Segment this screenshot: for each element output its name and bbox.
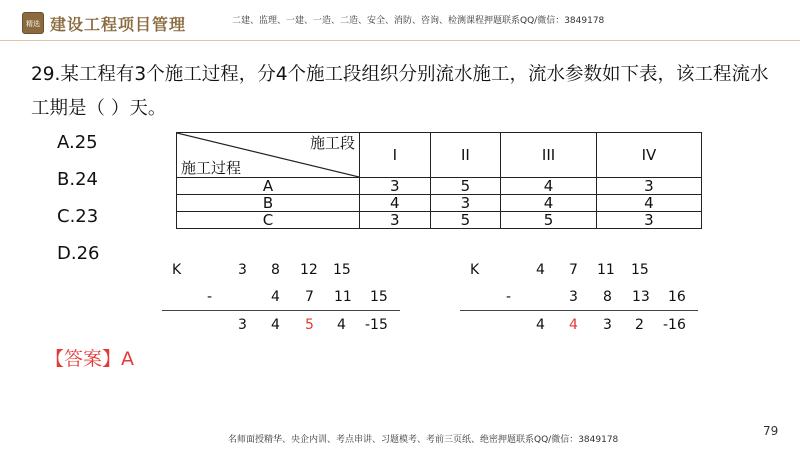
calc-value: 3: [603, 317, 612, 333]
calc-value: -15: [365, 317, 388, 333]
option-d[interactable]: D.26: [57, 243, 100, 264]
bottom-contact-note: 名师面授精华、央企内训、考点串讲、习题模考、考前三页纸、绝密押题联系QQ/微信：3849178: [228, 435, 619, 445]
calc-value: 8: [603, 289, 612, 305]
calc-value: 11: [597, 262, 615, 278]
table-cell: 3: [596, 178, 701, 195]
table-row: [177, 195, 702, 212]
calc-rule: [162, 310, 400, 311]
calc-value: 15: [333, 262, 351, 278]
table-corner-cell: [177, 133, 360, 178]
options-list: [57, 131, 100, 279]
k-label: K: [470, 262, 480, 278]
column-header: IV: [596, 133, 701, 178]
calc-value: 12: [300, 262, 318, 278]
calc-value: 8: [271, 262, 280, 278]
table-cell: 4: [501, 195, 597, 212]
header: [0, 0, 800, 40]
calc-value: -16: [663, 317, 686, 333]
row-header: A: [177, 178, 360, 195]
calc-value: 4: [337, 317, 346, 333]
calc-value: 13: [632, 289, 650, 305]
option-c[interactable]: C.23: [57, 206, 99, 227]
column-header: II: [430, 133, 501, 178]
max-value-highlight: 5: [305, 317, 314, 333]
corner-process-label: 施工过程: [181, 159, 242, 177]
table-cell: 5: [501, 212, 597, 229]
table-cell: 5: [430, 178, 501, 195]
corner-segment-label: 施工段: [309, 134, 355, 152]
calc-value: 7: [569, 262, 578, 278]
table-header-row: [177, 133, 702, 178]
table-cell: 3: [360, 178, 431, 195]
option-b[interactable]: B.24: [57, 169, 98, 190]
top-contact-note: 二建、监理、一建、一造、二造、安全、消防、咨询、检测课程押题联系QQ/微信：3849178: [232, 16, 605, 26]
column-header: I: [360, 133, 431, 178]
calc-value: 15: [370, 289, 388, 305]
calc-value: 4: [271, 289, 280, 305]
calc-value: 7: [305, 289, 314, 305]
minus-sign: -: [506, 289, 512, 305]
column-header: III: [501, 133, 597, 178]
table-cell: 5: [430, 212, 501, 229]
table-cell: 3: [430, 195, 501, 212]
table-cell: 4: [501, 178, 597, 195]
k-label: K: [172, 262, 182, 278]
calc-rule: [460, 310, 698, 311]
table-cell: 3: [596, 212, 701, 229]
table-cell: 4: [596, 195, 701, 212]
max-value-highlight: 4: [569, 317, 578, 333]
calc-value: 11: [334, 289, 352, 305]
calc-value: 2: [635, 317, 644, 333]
row-header: C: [177, 212, 360, 229]
calc-value: 15: [631, 262, 649, 278]
page-number: 79: [763, 424, 779, 438]
logo-icon: 精选: [22, 12, 44, 34]
calc-value: 4: [536, 317, 545, 333]
header-divider: [0, 40, 800, 41]
calc-value: 4: [271, 317, 280, 333]
calc-value: 3: [238, 317, 247, 333]
minus-sign: -: [207, 289, 213, 305]
calc-value: 3: [238, 262, 247, 278]
calc-value: 3: [569, 289, 578, 305]
calc-value: 16: [668, 289, 686, 305]
flow-parameter-table: [176, 132, 702, 229]
table-row: [177, 178, 702, 195]
table-cell: 3: [360, 212, 431, 229]
answer-text: 【答案】A: [45, 348, 134, 370]
option-a[interactable]: A.25: [57, 132, 98, 153]
row-header: B: [177, 195, 360, 212]
table-cell: 4: [360, 195, 431, 212]
calc-value: 4: [536, 262, 545, 278]
question-text: 29.某工程有3个施工过程，分4个施工段组织分别流水施工，流水参数如下表，该工程流水工期是（ ）天。: [31, 64, 769, 119]
brand-title: 建设工程项目管理: [50, 15, 187, 34]
table-row: [177, 212, 702, 229]
